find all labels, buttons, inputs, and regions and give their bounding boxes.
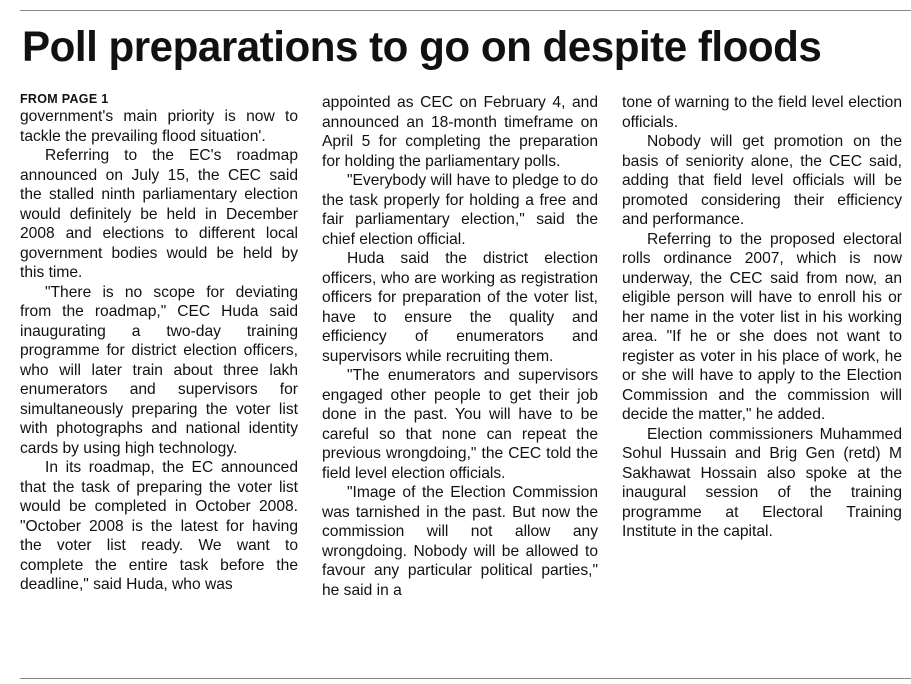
- paragraph: "Everybody will have to pledge to do the task properly for holding a free and fair parliamentary election," said the chief election official.: [322, 172, 598, 248]
- article-column-2: [322, 93, 598, 600]
- paragraph: Nobody will get promotion on the basis of seniority alone, the CEC said, adding that field level officials will be promoted considering their efficiency and performance.: [622, 133, 902, 228]
- paragraph: Huda said the district election officers, who are working as registration officers for preparation of the voter list, have to ensure the quality and efficiency of enumerators and supervisors while recruiting them.: [322, 250, 598, 365]
- paragraph: "Image of the Election Commission was tarnished in the past. But now the commission will not allow any wrongdoing. Nobody will be allowed to favour any particular political parties," he said in a: [322, 484, 598, 599]
- paragraph: Election commissioners Muhammed Sohul Hussain and Brig Gen (retd) M Sakhawat Hossain also spoke at the inaugural session of the training programme at Electoral Training Institute in the capital.: [622, 425, 902, 540]
- paragraph: "The enumerators and supervisors engaged other people to get their job done in the past. You will have to be careful so that none can repeat the previous wrongdoing," the CEC told the field level election officials.: [322, 367, 598, 482]
- headline: Poll preparations to go on despite floods: [22, 23, 822, 71]
- bottom-rule: [20, 678, 911, 679]
- paragraph: In its roadmap, the EC announced that the task of preparing the voter list would be completed in October 2008. "October 2008 is the latest for having the voter list ready. We want to complete the entire task before the deadline," said Huda, who was: [20, 459, 298, 593]
- paragraph: "There is no scope for deviating from the roadmap," CEC Huda said inaugurating a two-day training programme for district election officers, who will later train about three lakh enumerators and supervisors for simultaneously preparing the voter list with photographs and national identity cards by using high technology.: [20, 283, 298, 457]
- paragraph: tone of warning to the field level election officials.: [622, 94, 902, 131]
- paragraph: Referring to the EC's roadmap announced on July 15, the CEC said the stalled ninth parliamentary election would definitely be held in December 2008 and elections to different local government bodies would be held by this time.: [20, 147, 298, 281]
- top-rule: [20, 10, 911, 11]
- paragraph: appointed as CEC on February 4, and announced an 18-month timeframe on April 5 for completing the preparation for holding the parliamentary polls.: [322, 94, 598, 170]
- paragraph: Referring to the proposed electoral rolls ordinance 2007, which is now underway, the CEC said from now, an eligible person will have to enroll his or her name in the voter list in his working area. "If he or she does not want to register as voter in his place of work, he or she will have to apply to the Election Commission and the commission will decide the matter," he added.: [622, 230, 902, 423]
- kicker-from-page: FROM PAGE 1: [20, 92, 109, 106]
- article-column-3: [622, 93, 902, 542]
- paragraph: government's main priority is now to tackle the prevailing flood situation'.: [20, 108, 298, 145]
- article-column-1: [20, 92, 298, 595]
